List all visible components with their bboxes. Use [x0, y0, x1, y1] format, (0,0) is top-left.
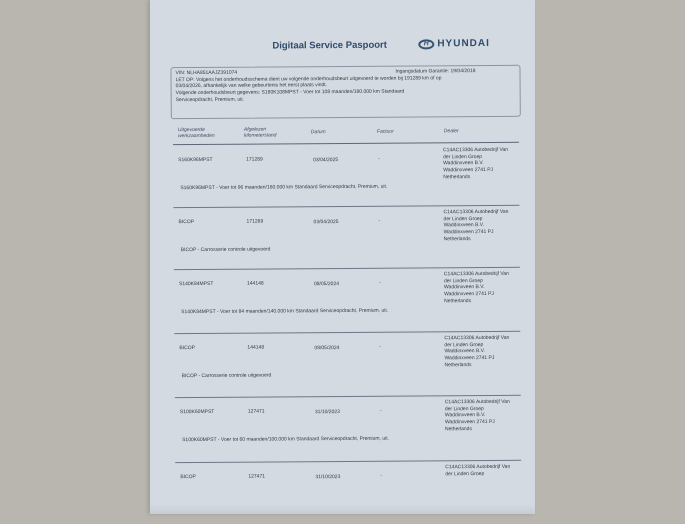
col-header-invoice: Factuur: [376, 128, 394, 135]
col-header-date: Datum: [310, 129, 326, 136]
entry-km: 144148: [247, 344, 265, 351]
entry-code: BICOP: [179, 345, 196, 352]
entry-code: S160K96MPST: [178, 156, 213, 164]
service-entry: [173, 147, 519, 207]
entry-code: BICOP: [180, 474, 196, 481]
entry-km: 171289: [246, 156, 263, 163]
brand-logo: [418, 38, 490, 49]
header-divider: [173, 142, 519, 145]
entry-code: BICOP: [178, 219, 195, 226]
col-header-work: Uitgevoerde werkzaamheden: [177, 126, 215, 140]
service-entry: [174, 271, 520, 331]
service-passport-sheet: [150, 0, 535, 514]
entry-description: BICOP - Carrosserie controle uitgevoerd: [181, 372, 272, 380]
entry-description: S160K96MPST - Voer tot 96 maanden/160.000 km Standaard Serviceopdracht, Premium, uit.: [180, 183, 388, 192]
notice-line-2: 03/04/2026, afhankelijk van welke gebeurtenis het eerst plaats vindt.: [175, 82, 328, 90]
entry-date: 08/05/2024: [314, 345, 340, 352]
warranty-date: Ingangsdatum Garantie: 19/04/2018: [395, 68, 476, 75]
vin-text: VIN: NLHA851AAJZ391074: [175, 69, 238, 77]
col-header-km: Afgelezen kilometerstand: [243, 126, 277, 139]
entry-description: BICOP - Carrosserie controle uitgevoerd: [180, 246, 271, 254]
brand-name: HYUNDAI: [437, 37, 490, 50]
entry-divider: [175, 460, 521, 463]
entry-dealer: C14AC13306 Autobedrijf Van der Linden Groep Waddinxveen B.V. Waddinxveen 2741 PJ Netherlands: [443, 270, 509, 305]
service-entry: [175, 399, 521, 459]
entry-km: 171289: [246, 218, 264, 225]
service-entry: [173, 209, 519, 269]
entry-invoice: -: [379, 343, 382, 350]
entry-km: 144148: [246, 280, 264, 287]
entry-date: 08/05/2024: [313, 281, 340, 288]
entry-divider: [174, 267, 520, 270]
entry-km: 127471: [248, 473, 266, 480]
entry-code: S100K60MPST: [179, 408, 215, 416]
entry-divider: [175, 395, 521, 398]
page-title: Digitaal Service Paspoort: [272, 39, 387, 52]
entry-date: 31/10/2023: [315, 474, 341, 481]
sheet-content: [150, 0, 539, 521]
entry-date: 03/04/2025: [313, 219, 339, 226]
service-entry: [175, 464, 521, 524]
entry-dealer: C14AC13306 Autobedrijf Van der Linden Groep Waddinxveen B.V. Waddinxveen 2741 PJ Netherlands: [444, 398, 510, 433]
entry-date: 31/10/2023: [314, 409, 340, 416]
col-header-dealer: Dealer: [443, 128, 459, 135]
entry-invoice: -: [379, 407, 382, 414]
service-entry: [174, 335, 520, 395]
entry-dealer: C14AC13306 Autobedrijf Van der Linden Groep Waddinxveen B.V. Waddinxveen 2741 PJ Netherlands: [444, 334, 510, 369]
entry-divider: [174, 331, 520, 334]
entry-date: 03/04/2025: [313, 157, 339, 164]
entry-divider: [173, 205, 519, 208]
entry-invoice: -: [380, 472, 383, 479]
hyundai-logo-icon: H: [418, 39, 434, 49]
entry-km: 127471: [247, 408, 265, 415]
notice-line-1: LET OP: Volgens het onderhoudsschema dient uw volgende onderhoudsbeurt uitgevoerd te worden bij 191289 km of op: [175, 75, 442, 83]
entry-invoice: -: [378, 155, 380, 162]
page-edge-shadow: [150, 504, 535, 514]
next-service-line-1: Volgende onderhoudsbeurt gegevens: S180K108MPST - Voer tot 108 maanden/180.000 km Standaard: [175, 88, 405, 97]
entry-dealer: C14AC13306 Autobedrijf Van der Linden Groep Waddinxveen B.V. Waddinxveen 2741 PJ Netherlands: [443, 208, 509, 243]
entry-invoice: -: [378, 279, 381, 286]
entry-dealer: C14AC13306 Autobedrijf Van der Linden Groep: [445, 463, 511, 477]
entry-dealer: C14AC13306 Autobedrijf Van der Linden Groep Waddinxveen B.V. Waddinxveen 2741 PJ Netherlands: [443, 146, 509, 181]
entry-description: S140K84MPST - Voer tot 84 maanden/140.000 km Standaard Serviceopdracht, Premium, uit.: [181, 307, 389, 316]
vehicle-info-box: [170, 65, 520, 119]
entry-code: S140K84MPST: [178, 280, 214, 288]
entry-invoice: -: [378, 217, 381, 224]
next-service-line-2: Serviceopdracht, Premium, uit.: [175, 96, 245, 103]
entry-description: S100K60MPST - Voer tot 60 maanden/100.000 km Standaard Serviceopdracht, Premium, uit.: [182, 435, 390, 444]
